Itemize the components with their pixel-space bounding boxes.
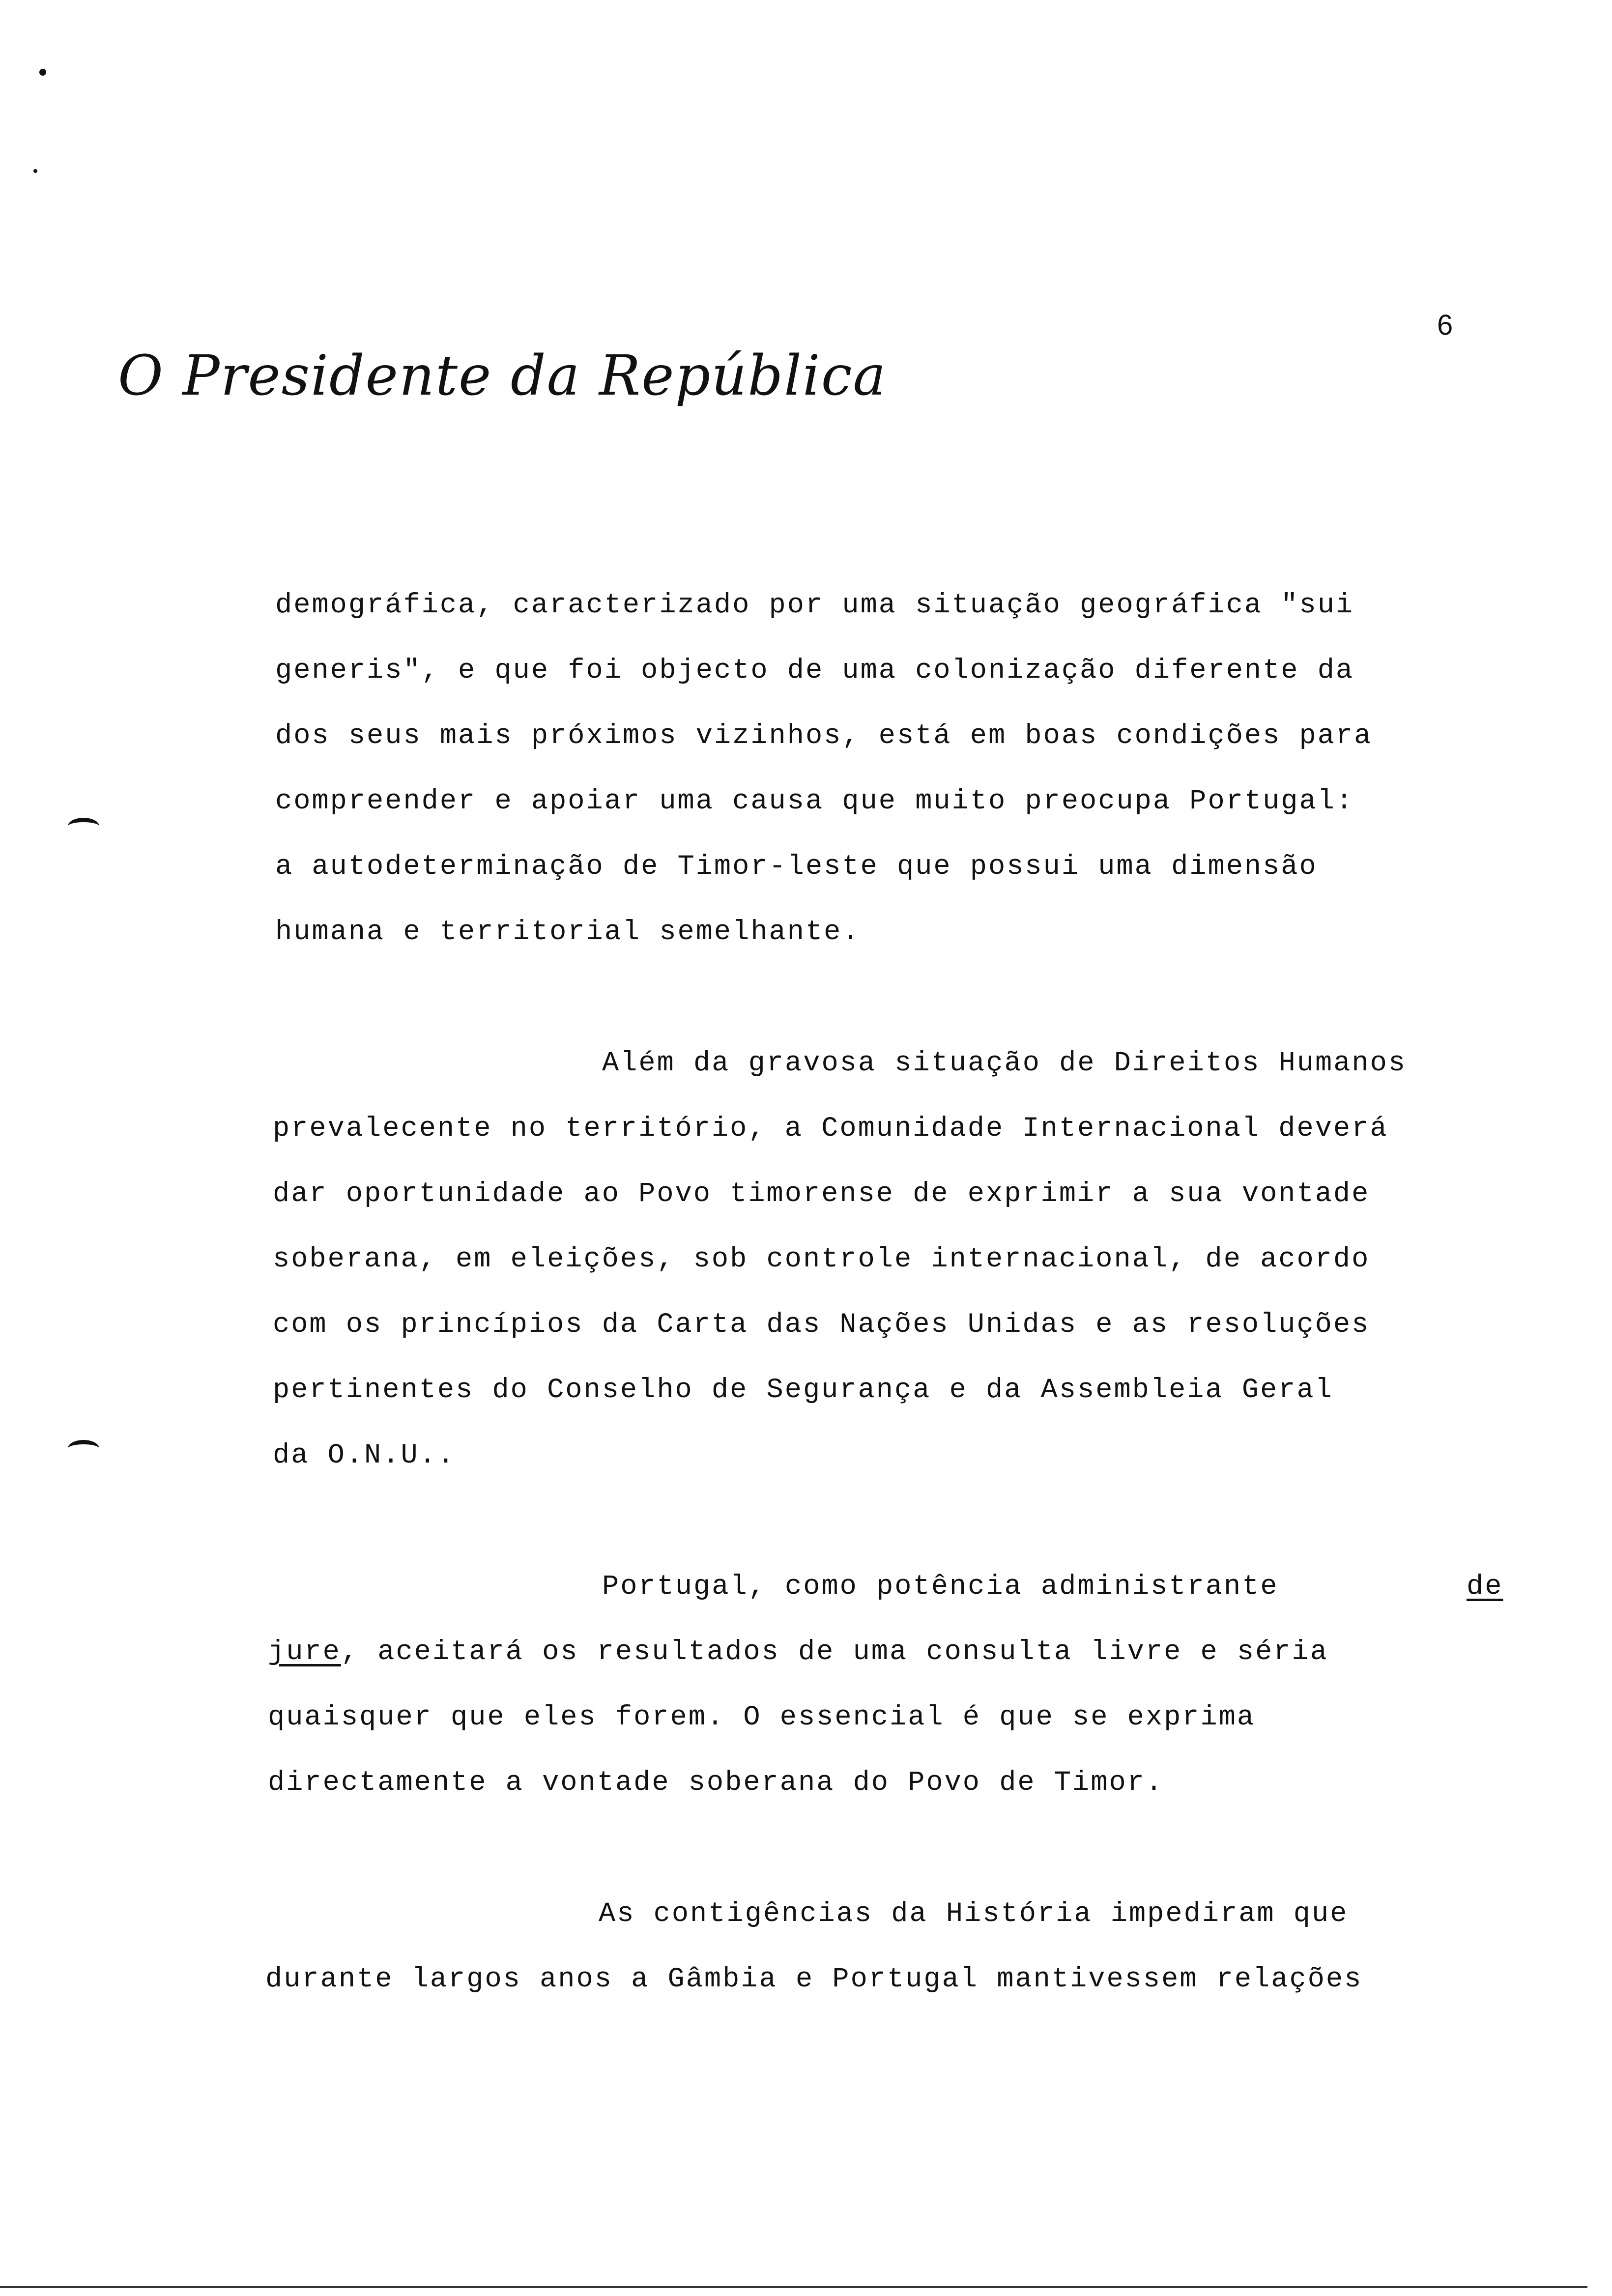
- margin-mark: [68, 818, 99, 835]
- paragraph-line: durante largos anos a Gâmbia e Portugal mantivessem relações: [265, 1964, 1363, 1995]
- page-number: 6: [1437, 309, 1453, 341]
- paragraph-line: quaisquer que eles forem. O essencial é que se exprima: [268, 1702, 1256, 1733]
- paragraph-line: As contigências da História impediram que: [599, 1898, 1349, 1930]
- paragraph-line: [268, 1636, 1514, 1668]
- paragraph-line: compreender e apoiar uma causa que muito preocupa Portugal:: [275, 786, 1354, 817]
- paragraph-line: humana e territorial semelhante.: [275, 917, 861, 948]
- paragraph-line: demográfica, caracterizado por uma situação geográfica "sui: [275, 590, 1354, 621]
- underlined-term: de: [1467, 1571, 1503, 1603]
- bottom-rule: [0, 2286, 1587, 2288]
- paragraph-line: prevalecente no território, a Comunidade Internacional deverá: [273, 1113, 1388, 1145]
- letterhead: O Presidente da República: [118, 344, 887, 408]
- paragraph-line: Portugal, como potência administrante: [602, 1571, 1279, 1603]
- paragraph-line: pertinentes do Conselho de Segurança e da Assembleia Geral: [273, 1375, 1333, 1406]
- scan-mark: [33, 169, 37, 173]
- margin-mark: [68, 1440, 99, 1457]
- paragraph-line: directamente a vontade soberana do Povo de Timor.: [268, 1767, 1164, 1799]
- paragraph-line: generis", e que foi objecto de uma colonização diferente da: [275, 655, 1354, 687]
- paragraph-line: soberana, em eleições, sob controle internacional, de acordo: [273, 1244, 1370, 1275]
- paragraph-line: dar oportunidade ao Povo timorense de exprimir a sua vontade: [273, 1178, 1370, 1210]
- paragraph-line-rest: , aceitará os resultados de uma consulta livre e séria: [341, 1636, 1328, 1668]
- scan-mark: [39, 69, 46, 76]
- paragraph-line: com os princípios da Carta das Nações Unidas e as resoluções: [273, 1309, 1370, 1341]
- paragraph-line: Além da gravosa situação de Direitos Humanos: [602, 1048, 1407, 1079]
- underlined-term: jure: [268, 1636, 341, 1668]
- paragraph-line: dos seus mais próximos vizinhos, está em boas condições para: [275, 720, 1373, 752]
- paragraph-line: da O.N.U..: [273, 1440, 456, 1471]
- paragraph-line: a autodeterminação de Timor-leste que possui uma dimensão: [275, 851, 1318, 883]
